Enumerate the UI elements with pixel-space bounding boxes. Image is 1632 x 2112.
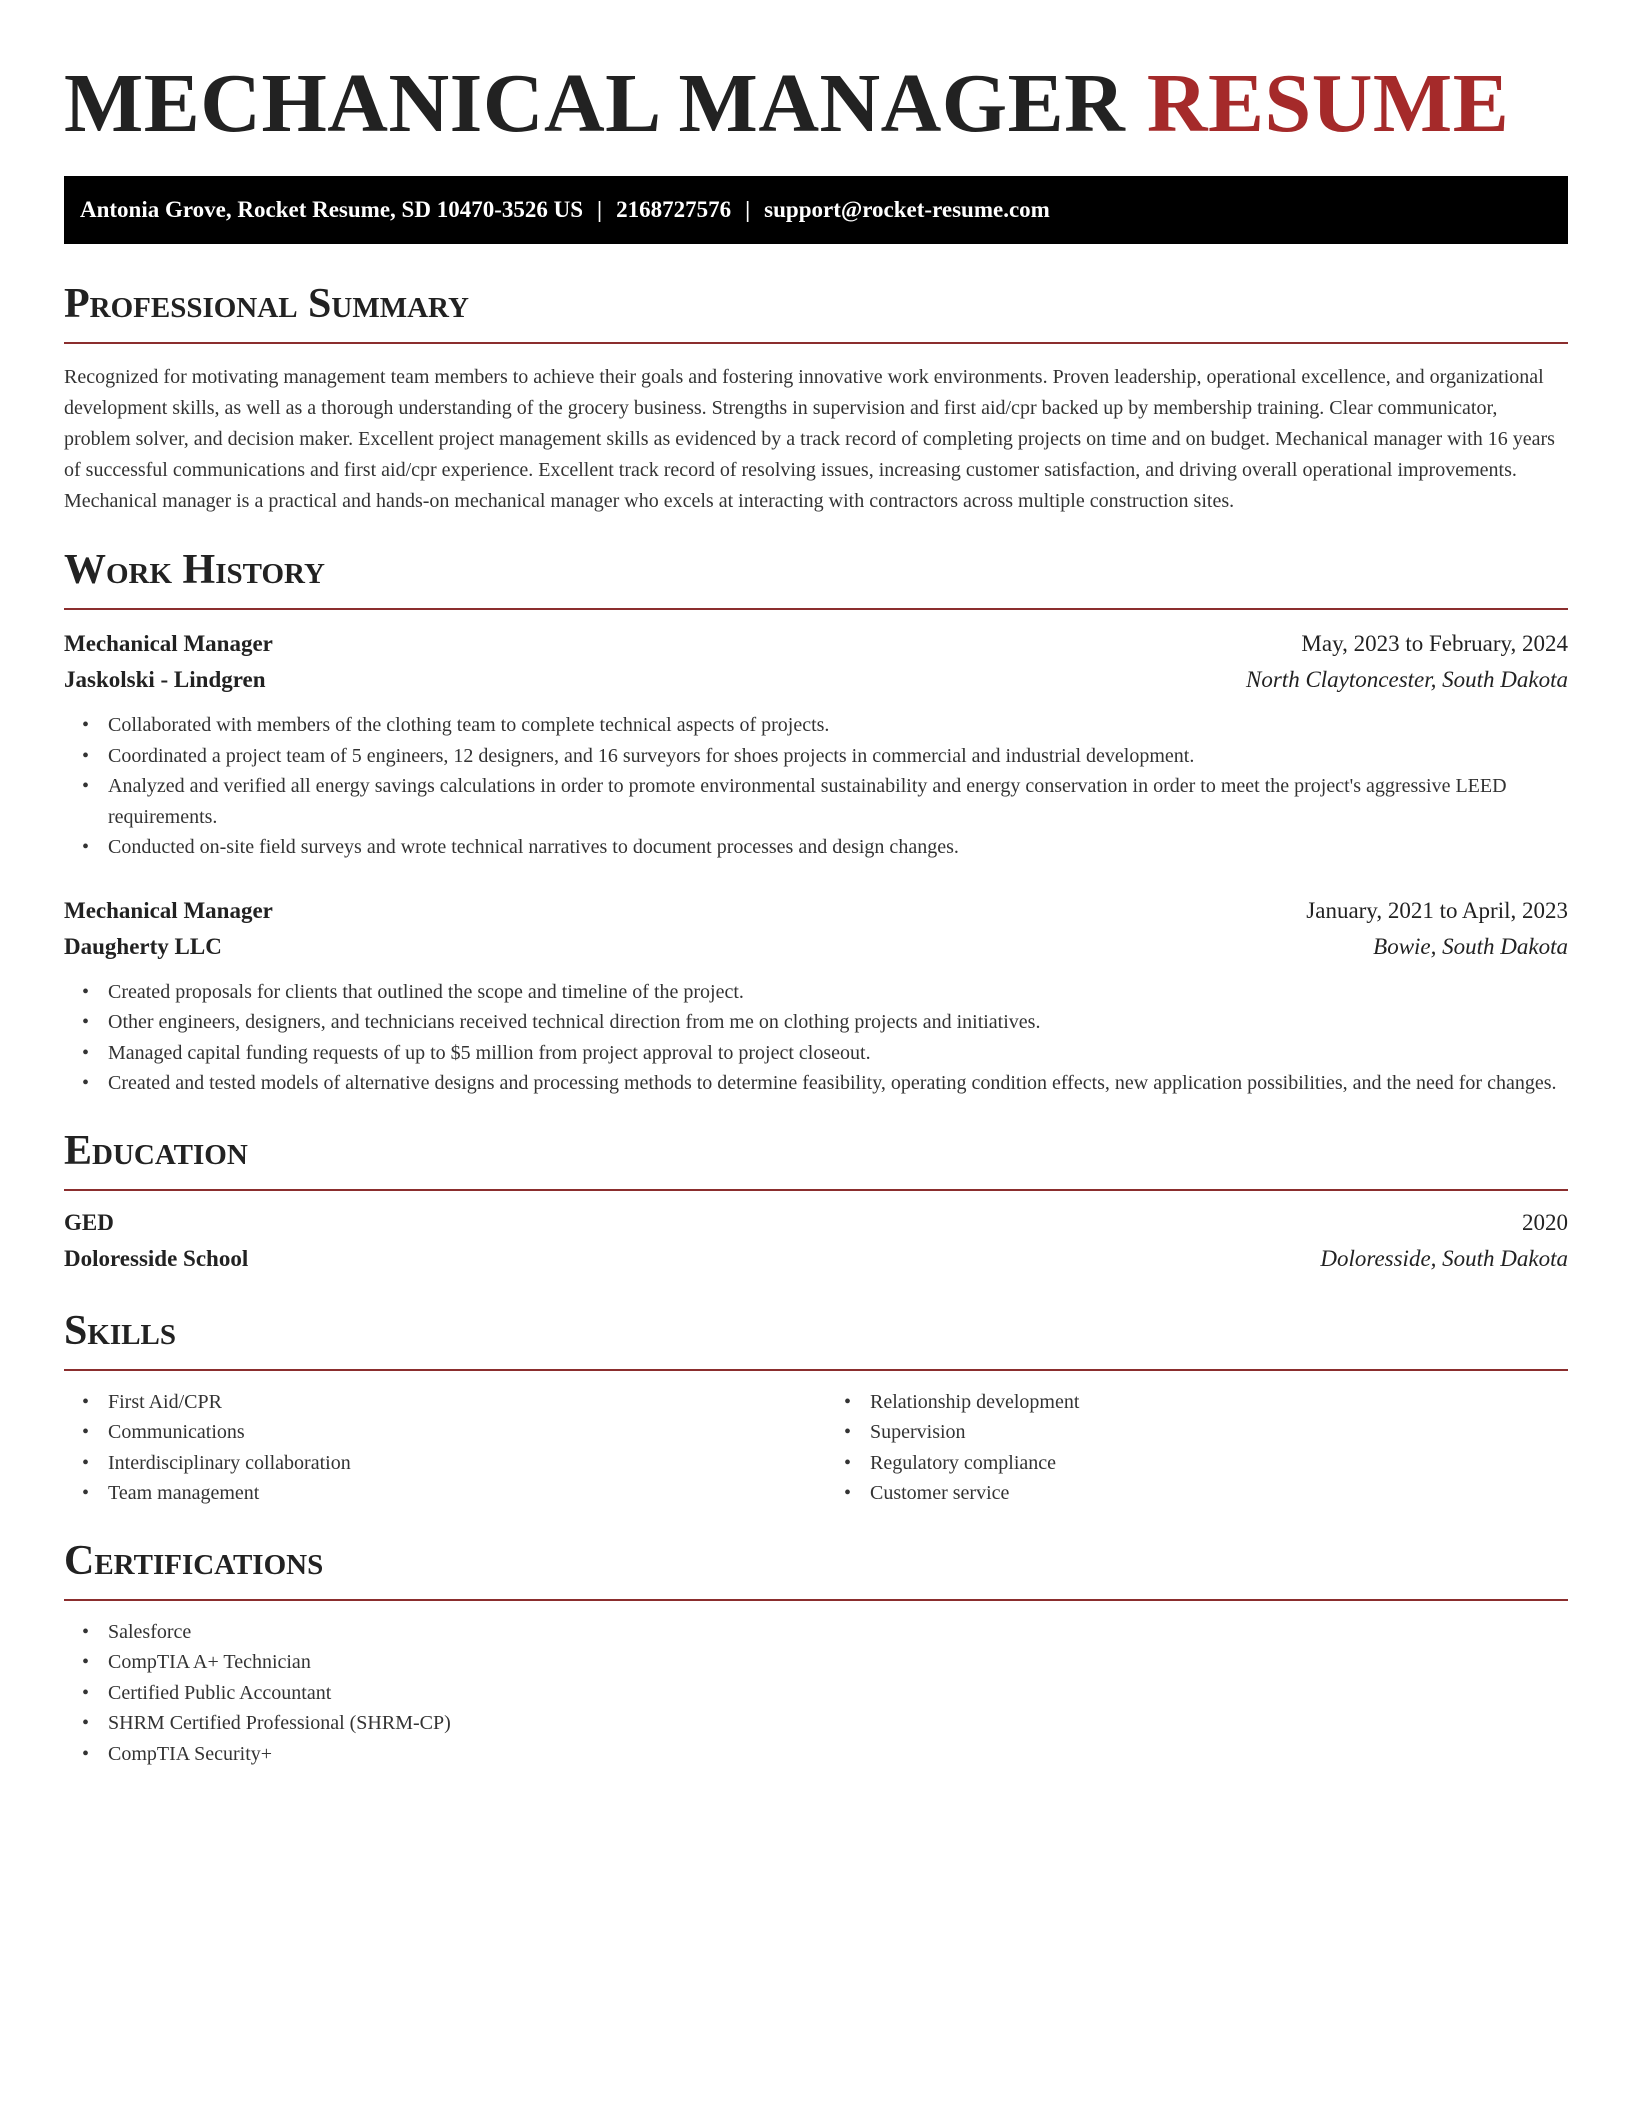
contact-address: Antonia Grove, Rocket Resume, SD 10470-3526 US	[80, 197, 584, 222]
certification-item: • SHRM Certified Professional (SHRM-CP)	[108, 1708, 1568, 1739]
work-history-section	[64, 544, 1568, 1099]
education-heading: Education	[64, 1127, 248, 1174]
section-divider	[64, 342, 1568, 344]
skills-section	[64, 1305, 1568, 1509]
contact-phone[interactable]: 2168727576	[616, 197, 732, 222]
job-location: North Claytoncester, South Dakota	[1246, 667, 1568, 692]
resume-page	[64, 0, 1568, 1769]
job-location: Bowie, South Dakota	[1373, 933, 1568, 959]
section-divider	[64, 1599, 1568, 1601]
job-company-row	[64, 662, 1568, 698]
contact-separator: |	[745, 197, 751, 222]
education-degree-row	[64, 1205, 1568, 1241]
job-title: Mechanical Manager	[64, 631, 273, 656]
skill-item: • Regulatory compliance	[870, 1448, 1566, 1479]
summary-section	[64, 278, 1568, 517]
job-bullet: • Coordinated a project team of 5 engineers, 12 designers, and 16 surveyors for shoes projects in commercial and industrial development.	[108, 741, 1568, 772]
education-location: Doloresside, South Dakota	[1320, 1245, 1568, 1271]
job-dates: January, 2021 to April, 2023	[1306, 897, 1568, 923]
job-bullet: • Analyzed and verified all energy savings calculations in order to promote environmental sustainability and energy conservation in order to meet the project's aggressive LEED requirements.	[108, 771, 1568, 832]
education-school: Doloresside School	[64, 1245, 249, 1271]
section-divider	[64, 1369, 1568, 1371]
job-company: Jaskolski - Lindgren	[64, 667, 266, 692]
education-section	[64, 1125, 1568, 1277]
skill-item: • First Aid/CPR	[108, 1387, 804, 1418]
certification-item: • Certified Public Accountant	[108, 1678, 1568, 1709]
skill-item: • Communications	[108, 1417, 804, 1448]
job-bullet: • Created proposals for clients that outlined the scope and timeline of the project.	[108, 977, 1568, 1008]
job-title-row	[64, 893, 1568, 929]
skill-item: • Customer service	[870, 1478, 1566, 1509]
contact-email[interactable]: support@rocket-resume.com	[764, 197, 1050, 222]
contact-separator: |	[597, 197, 603, 222]
certifications-heading: Certifications	[64, 1537, 324, 1584]
work-history-heading: Work History	[64, 547, 325, 593]
contact-bar	[64, 176, 1568, 244]
skill-item: • Team management	[108, 1478, 804, 1509]
job-title-row	[64, 626, 1568, 662]
job-company: Daugherty LLC	[64, 933, 222, 959]
skills-grid	[64, 1387, 1568, 1509]
job-dates: May, 2023 to February, 2024	[1301, 631, 1568, 656]
certifications-list	[64, 1617, 1568, 1770]
job-title: Mechanical Manager	[64, 897, 273, 923]
section-divider	[64, 608, 1568, 610]
skill-item: • Relationship development	[870, 1387, 1566, 1418]
certification-item: • CompTIA Security+	[108, 1739, 1568, 1770]
title-main: MECHANICAL MANAGER	[64, 57, 1126, 150]
certification-item: • CompTIA A+ Technician	[108, 1647, 1568, 1678]
certification-item: • Salesforce	[108, 1617, 1568, 1648]
job-bullet: • Conducted on-site field surveys and wrote technical narratives to document processes and design changes.	[108, 832, 1568, 863]
job-bullets	[64, 710, 1568, 863]
job-bullet: • Other engineers, designers, and technicians received technical direction from me on clothing projects and initiatives.	[108, 1007, 1568, 1038]
title-accent: RESUME	[1146, 57, 1510, 150]
skill-item: • Interdisciplinary collaboration	[108, 1448, 804, 1479]
summary-heading: Professional Summary	[64, 281, 469, 327]
education-year: 2020	[1522, 1209, 1568, 1235]
section-divider	[64, 1189, 1568, 1191]
job-bullet: • Created and tested models of alternative designs and processing methods to determine feasibility, operating condition effects, new application possibilities, and the need for changes.	[108, 1068, 1568, 1099]
skills-list-left	[64, 1387, 804, 1509]
skills-list-right	[804, 1387, 1566, 1509]
summary-text: Recognized for motivating management team members to achieve their goals and fostering innovative work environments. Proven leadership, operational excellence, and organizational development skills, as well as a thorough understanding of the grocery business. Strengths in supervision and first aid/cpr backed up by membership training. Clear communicator, problem solver, and decision maker. Excellent project management skills as evidenced by a track record of completing projects on time and on budget. Mechanical manager with 16 years of successful communications and first aid/cpr experience. Excellent track record of resolving issues, increasing customer satisfaction, and driving overall operational improvements. Mechanical manager is a practical and hands-on mechanical manager who excels at interacting with contractors across multiple construction sites.	[64, 366, 1555, 512]
job-bullet: • Collaborated with members of the clothing team to complete technical aspects of projects.	[108, 710, 1568, 741]
resume-title	[64, 0, 1568, 154]
job-entry	[64, 893, 1568, 1099]
certifications-section	[64, 1535, 1568, 1770]
skills-heading: Skills	[64, 1307, 177, 1354]
skill-item: • Supervision	[870, 1417, 1566, 1448]
education-school-row	[64, 1241, 1568, 1277]
job-bullets	[64, 977, 1568, 1099]
job-entry	[64, 626, 1568, 863]
job-bullet: • Managed capital funding requests of up to $5 million from project approval to project closeout.	[108, 1038, 1568, 1069]
education-degree: GED	[64, 1209, 114, 1235]
job-company-row	[64, 929, 1568, 965]
